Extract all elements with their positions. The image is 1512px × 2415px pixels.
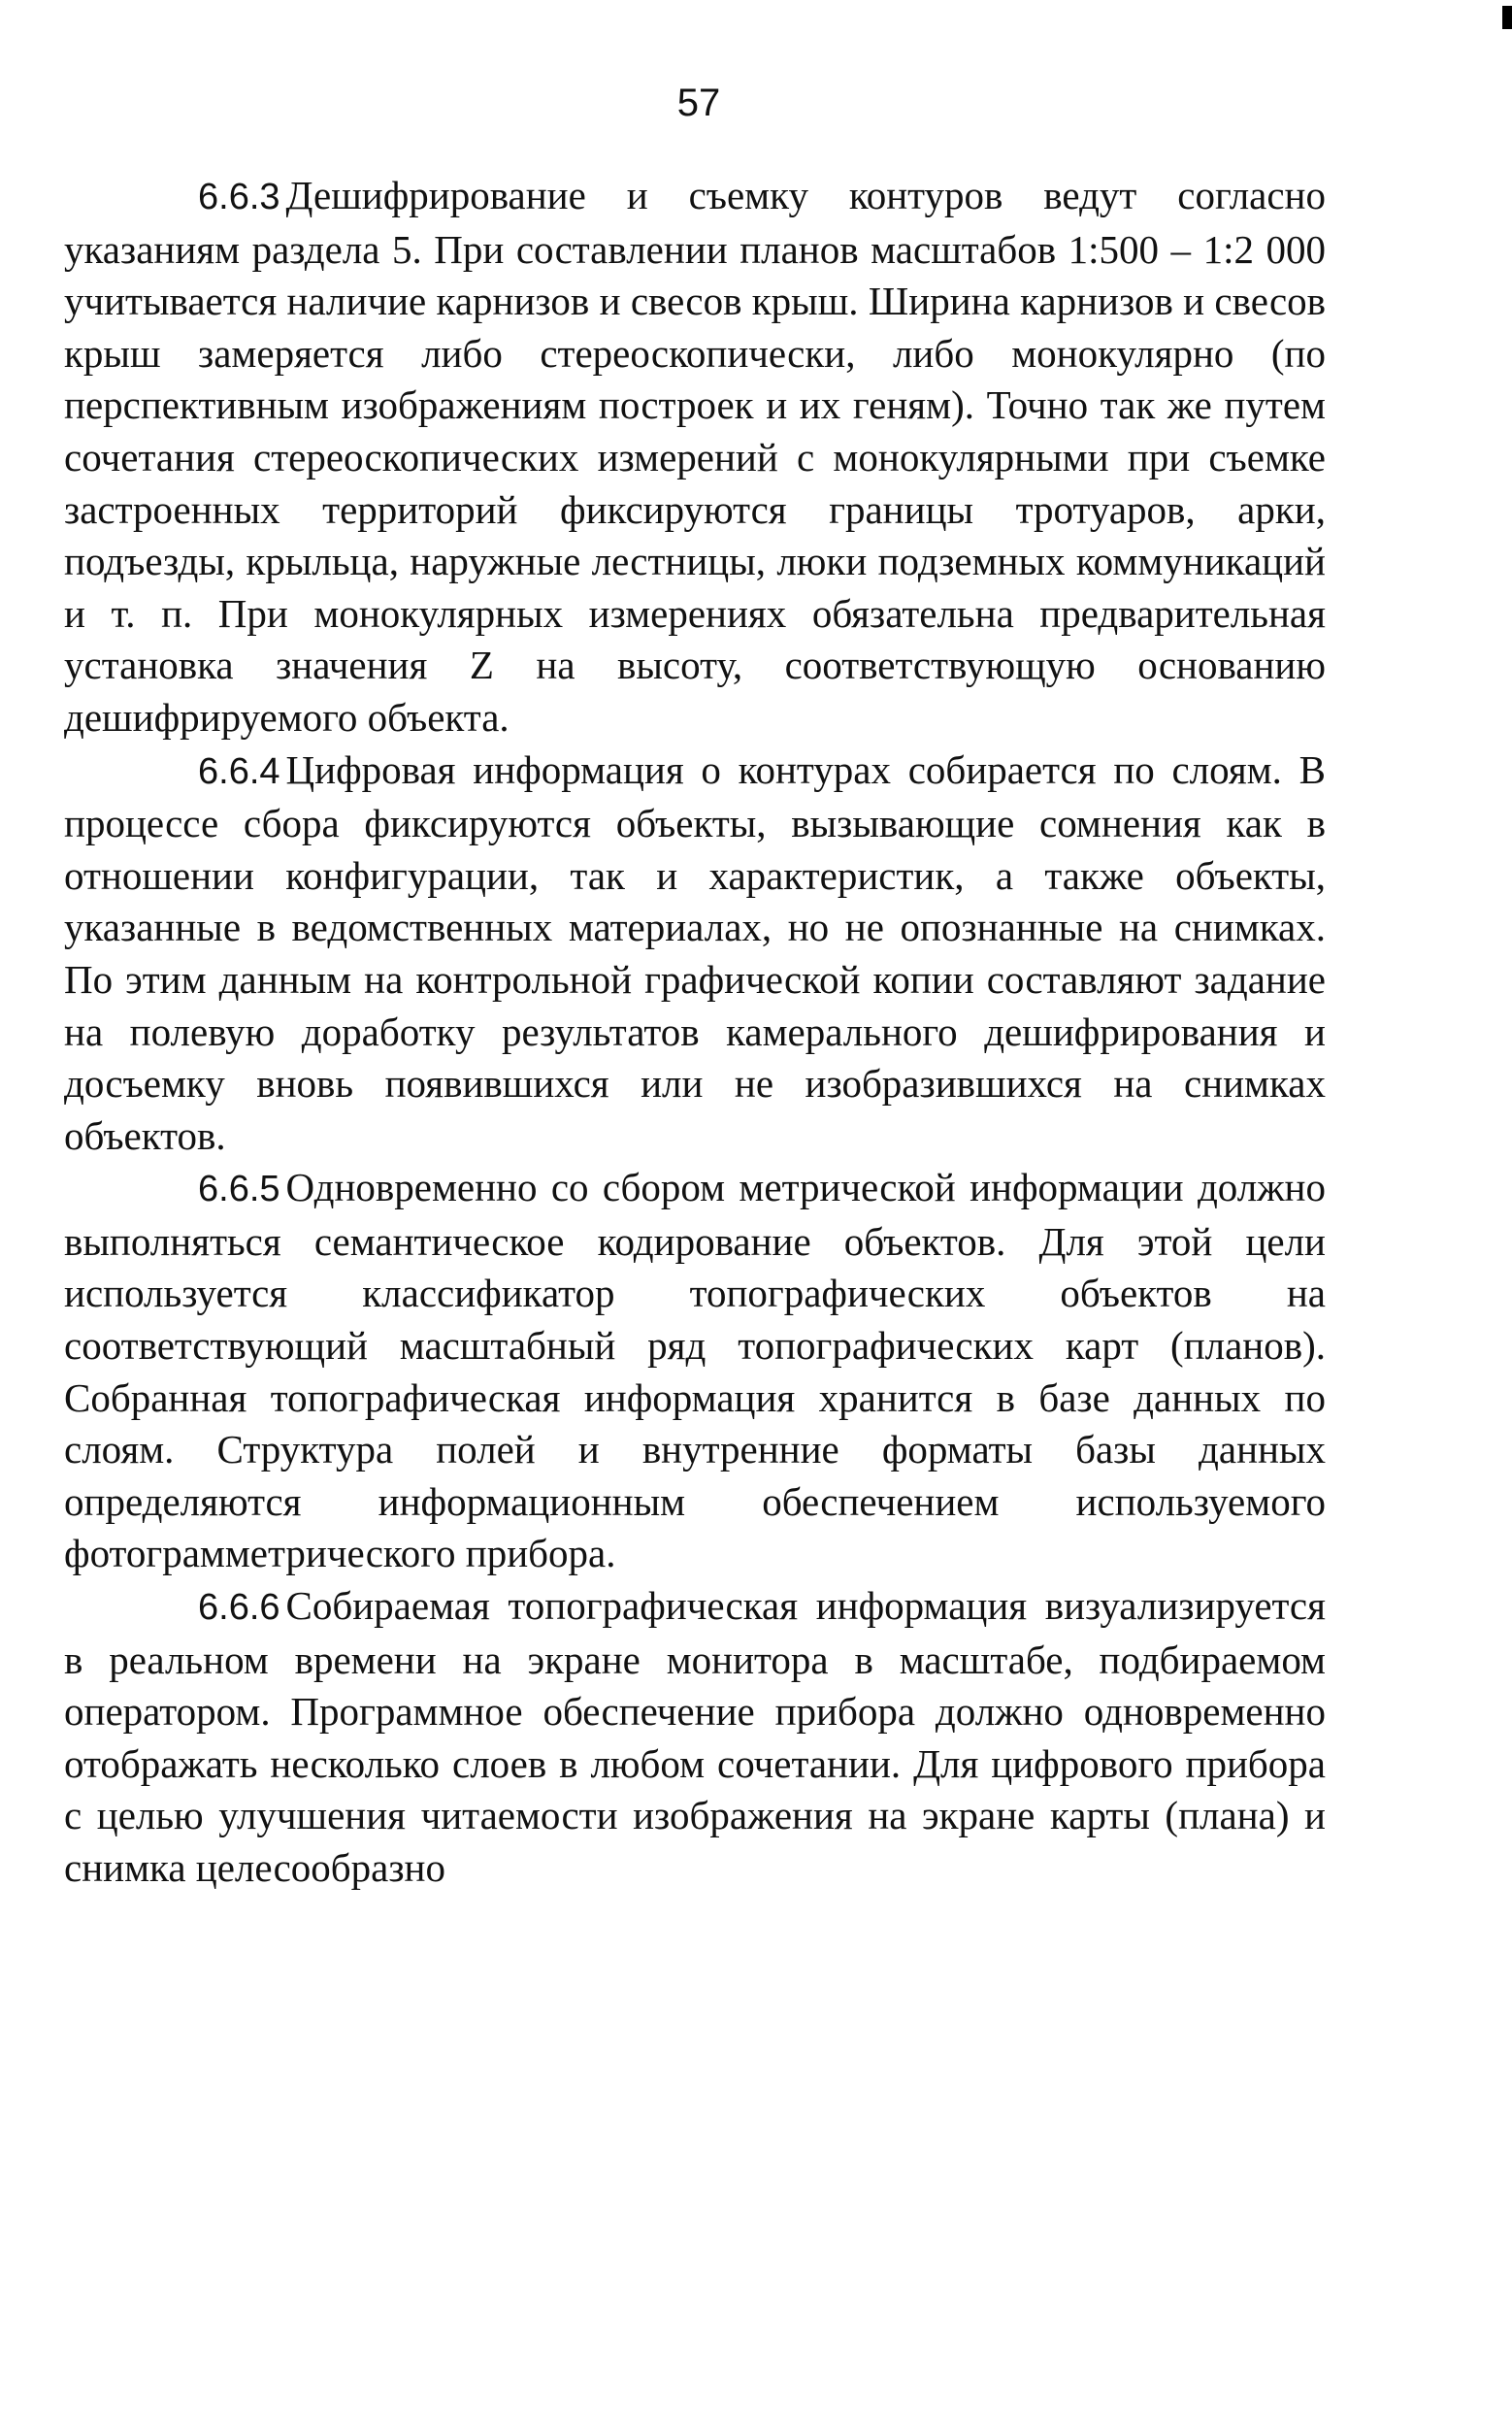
- scan-edge-mark: [1502, 6, 1512, 29]
- paragraph-text: Собираемая топографическая информация визуализируется в реальном времени на экране монитора в масштабе, подбираемом оператором. Программное обеспечение прибора должно одновременно отображать несколько слоев в любом сочетании. Для цифрового прибора с целью улучшения читаемости изображения на экране карты (плана) и снимка целесообразно: [64, 1583, 1326, 1890]
- paragraph-text: Одновременно со сбором метрической информации должно выполняться семантическое кодирование объектов. Для этой цели используется классификатор топографических объектов на соответствующий масштабный ряд топографических карт (планов). Собранная топографическая информация хранится в базе данных по слоям. Структура полей и внутренние форматы базы данных определяются информационным обеспечением используемого фотограмметрического прибора.: [64, 1165, 1326, 1576]
- page-body: [64, 170, 1326, 1895]
- paragraph-number: 6.6.5: [198, 1169, 280, 1210]
- paragraph-text: Цифровая информация о контурах собирается по слоям. В процессе сбора фиксируются объекты, вызывающие сомнения как в отношении конфигурации, так и характеристик, а также объекты, указанные в ведомственных материалах, но не опознанные на снимках. По этим данным на контрольной графической копии составляют задание на полевую доработку результатов камерального дешифрирования и досъемку вновь появившихся или не изобразившихся на снимках объектов.: [64, 746, 1326, 1158]
- paragraph-number: 6.6.3: [198, 177, 280, 217]
- paragraph-6-6-6: [64, 1580, 1326, 1895]
- paragraph-number: 6.6.6: [198, 1587, 280, 1629]
- page-number: 57: [676, 82, 721, 124]
- paragraph-6-6-5: [64, 1162, 1326, 1580]
- paragraph-6-6-4: [64, 744, 1326, 1163]
- paragraph-text: Дешифрирование и съемку контуров ведут согласно указаниям раздела 5. При составлении планов масштабов 1:500 – 1:2 000 учитывается наличие карнизов и свесов крыш. Ширина карнизов и свесов крыш замеряется либо стереоскопически, либо монокулярно (по перспективным изображениям построек и их геням). Точно так же путем сочетания стереоскопических измерений с монокулярными при съемке застроенных территорий фиксируются границы тротуаров, арки, подъезды, крыльца, наружные лестницы, люки подземных коммуникаций и т. п. При монокулярных измерениях обязательна предварительная установка значения Z на высоту, соответствующую основанию дешифрируемого объекта.: [64, 173, 1326, 740]
- paragraph-6-6-3: [64, 170, 1326, 744]
- paragraph-number: 6.6.4: [198, 750, 280, 792]
